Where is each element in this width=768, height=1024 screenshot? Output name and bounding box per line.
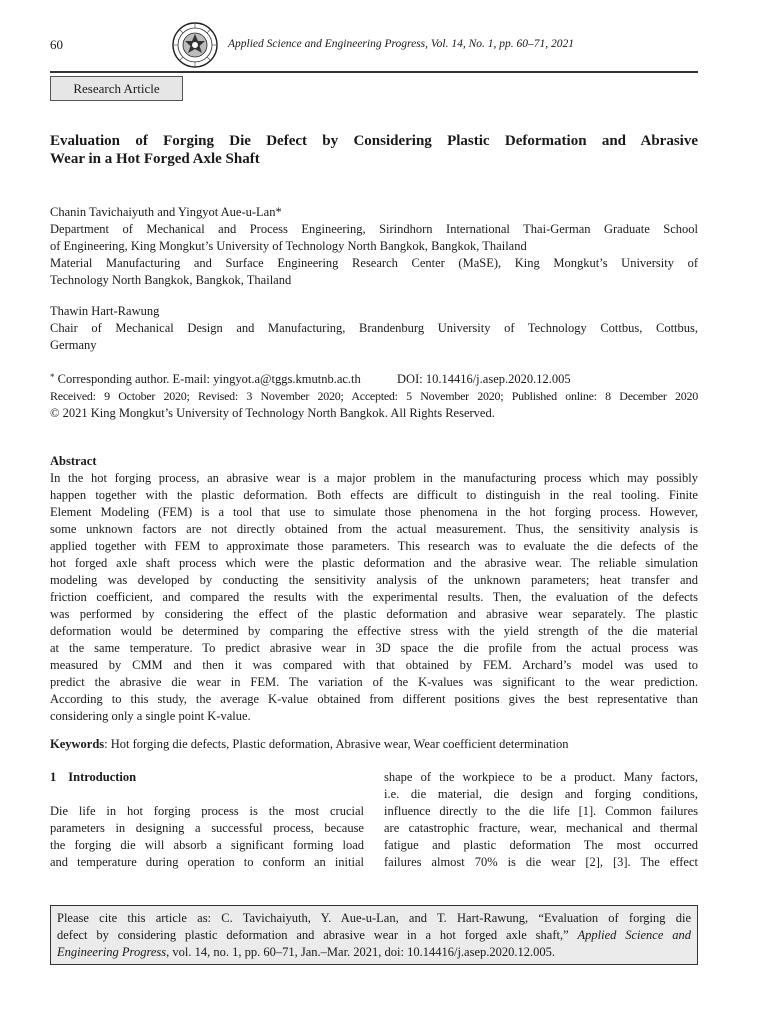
author-block-1	[50, 204, 698, 289]
affiliation-line: Germany	[50, 338, 97, 352]
keywords-text: : Hot forging die defects, Plastic deformation, Abrasive wear, Wear coefficient determination	[104, 737, 569, 751]
abstract-line: happen together with the plastic deformation. Both effects are difficult to distinguish in the real tooling. Finite	[50, 488, 698, 502]
citation-journal: Applied Science and	[577, 928, 691, 942]
abstract-line: In the hot forging process, an abrasive wear is a major problem in the manufacturing process which may possibly	[50, 471, 698, 485]
intro-line: the forging die will absorb a significant forming load	[50, 838, 364, 852]
section-number: 1	[50, 770, 57, 784]
abstract-line: modeling was developed by conducting the sensitivity analysis of the unknown parameters; heat transfer and	[50, 573, 698, 587]
article-title	[50, 132, 698, 168]
abstract-line: considering only a single point K-value.	[50, 709, 251, 723]
abstract-heading: Abstract	[50, 454, 97, 468]
abstract-line: friction coefficient, and compared the results with the experimental results. Then, the evaluation of the defects	[50, 590, 698, 604]
section-title: Introduction	[68, 770, 137, 784]
abstract-line: measured by CMM and then it was compared with that obtained by FEM. Archard’s model was used to	[50, 658, 698, 672]
asterisk-mark: *	[50, 372, 55, 382]
author-names: Chanin Tavichaiyuth and Yingyot Aue-u-Lan*	[50, 205, 282, 219]
abstract-line: Element Modeling (FEM) is a tool that use to simulate those phenomena in the hot forging process. However,	[50, 505, 698, 519]
intro-line: parameters in designing a successful process, because	[50, 821, 364, 835]
copyright: © 2021 King Mongkut’s University of Technology North Bangkok. All Rights Reserved.	[50, 406, 495, 420]
title-line: Wear in a Hot Forged Axle Shaft	[50, 151, 260, 167]
article-dates: Received: 9 October 2020; Revised: 3 November 2020; Accepted: 5 November 2020; Published online: 8 December 2020	[50, 389, 698, 403]
author-block-2	[50, 303, 698, 354]
page-number: 60	[50, 37, 63, 52]
article-type-badge: Research Article	[50, 76, 183, 101]
affiliation-line: of Engineering, King Mongkut’s University of Technology North Bangkok, Bangkok, Thailand	[50, 239, 527, 253]
affiliation-line: Department of Mechanical and Process Engineering, Sirindhorn International Thai-German Graduate School	[50, 222, 698, 236]
intro-line: are catastrophic fracture, wear, mechanical and thermal	[384, 821, 698, 835]
citation-line	[57, 944, 691, 961]
intro-line: and temperature during operation to conform an initial	[50, 855, 364, 869]
intro-right-column	[384, 769, 698, 871]
intro-heading	[50, 769, 364, 786]
citation-line: Please cite this article as: C. Tavichaiyuth, Y. Aue-u-Lan, and T. Hart-Rawung, “Evaluation of forging die	[57, 911, 691, 925]
citation-box	[50, 905, 698, 965]
affiliation-line: Technology North Bangkok, Bangkok, Thailand	[50, 273, 292, 287]
abstract-line: predict the abrasive die wear in FEM. The variation of the K-values was significant to the wear prediction.	[50, 675, 698, 689]
abstract-line: hot forged axle shaft process which were the plastic deformation and the abrasive wear. The reliable simulation	[50, 556, 698, 570]
intro-line: fatigue and plastic deformation The most occurred	[384, 838, 698, 852]
intro-line: influence directly to the die life [1]. Common failures	[384, 804, 698, 818]
citation-journal: Engineering Progress	[57, 945, 167, 959]
title-line: Evaluation of Forging Die Defect by Considering Plastic Deformation and Abrasive	[50, 133, 698, 149]
doi: DOI: 10.14416/j.asep.2020.12.005	[397, 372, 571, 386]
university-seal-icon	[172, 22, 218, 68]
abstract-line: was performed by considering the effect of the plastic deformation and abrasive wear separately. The plastic	[50, 607, 698, 621]
abstract-line: applied together with FEM to approximate those parameters. This research was to evaluate the die defects of the	[50, 539, 698, 553]
abstract-line: some unknown factors are not directly obtained from the actual measurement. Thus, the sensitivity analysis is	[50, 522, 698, 536]
abstract-section	[50, 453, 698, 725]
intro-line: i.e. die material, die design and forging conditions,	[384, 787, 698, 801]
abstract-line: According to this study, the average K-value obtained from different positions gives the best representative than	[50, 692, 698, 706]
header-divider	[50, 71, 698, 73]
intro-left-column	[50, 769, 364, 871]
keywords	[50, 736, 698, 753]
intro-line: shape of the workpiece to be a product. Many factors,	[384, 770, 698, 784]
keywords-label: Keywords	[50, 737, 105, 751]
journal-citation-header: Applied Science and Engineering Progress, Vol. 14, No. 1, pp. 60–71, 2021	[228, 38, 575, 50]
correspondence-block	[50, 369, 698, 422]
corresponding-author: Corresponding author. E-mail: yingyot.a@tggs.kmutnb.ac.th	[57, 372, 361, 386]
author-names: Thawin Hart-Rawung	[50, 304, 160, 318]
citation-line	[57, 927, 691, 944]
intro-line: Die life in hot forging process is the most crucial	[50, 804, 364, 818]
citation-text: , vol. 14, no. 1, pp. 60–71, Jan.–Mar. 2021, doi: 10.14416/j.asep.2020.12.005.	[166, 945, 556, 959]
abstract-line: at the same temperature. To predict abrasive wear in 3D space the die profile from the actual process was	[50, 641, 698, 655]
abstract-line: deformation would be determined by comparing the effective stress with the yield strength of the die material	[50, 624, 698, 638]
affiliation-line: Chair of Mechanical Design and Manufacturing, Brandenburg University of Technology Cottbus, Cottbus,	[50, 321, 698, 335]
affiliation-line: Material Manufacturing and Surface Engineering Research Center (MaSE), King Mongkut’s University of	[50, 256, 698, 270]
citation-text: defect by considering plastic deformation and abrasive wear in a hot forged axle shaft,”	[57, 928, 569, 942]
intro-line: failures almost 70% is die wear [2], [3]. The effect	[384, 855, 698, 869]
